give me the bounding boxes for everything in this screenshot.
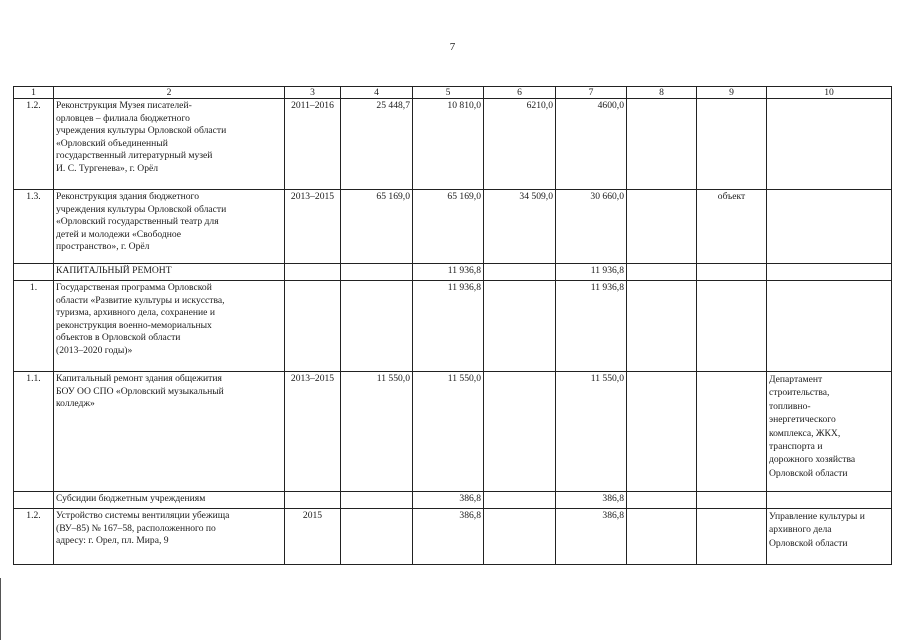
responsible-cell	[767, 190, 892, 264]
responsible-cell-line: Управление культуры и	[769, 511, 865, 522]
name-cell-line: адресу: г. Орел, пл. Мира, 9	[56, 535, 169, 546]
years-cell: 2013–2015	[285, 372, 341, 492]
row-number-cell	[14, 492, 54, 509]
name-cell-line: области «Развитие культуры и искусства,	[56, 294, 225, 306]
responsible-cell	[767, 509, 892, 565]
table-row	[14, 281, 892, 372]
amount-cell-5: 10 810,0	[413, 99, 484, 190]
amount-cell-8	[627, 190, 697, 264]
amount-cell-6	[484, 281, 556, 372]
row-number-cell: 1.2.	[14, 509, 54, 565]
amount-cell-5: 386,8	[413, 492, 484, 509]
row-number-cell: 1.1.	[14, 372, 54, 492]
responsible-cell-line: архивного дела	[769, 524, 832, 536]
amount-cell-4	[341, 264, 413, 281]
name-cell	[54, 99, 285, 190]
unit-cell	[697, 99, 767, 190]
unit-cell	[697, 492, 767, 509]
name-cell-line: учреждения культуры Орловской области	[56, 125, 227, 136]
name-cell-line: «Орловский государственный театр для	[56, 216, 219, 227]
table-row	[14, 190, 892, 264]
years-cell: 2013–2015	[285, 190, 341, 264]
responsible-cell	[767, 281, 892, 372]
name-cell	[54, 281, 285, 372]
column-header: 1	[14, 87, 54, 99]
amount-cell-7: 11 936,8	[556, 281, 627, 372]
amount-cell-8	[627, 99, 697, 190]
unit-cell	[697, 281, 767, 372]
scan-edge-line	[0, 578, 1, 640]
responsible-cell-line: дорожного хозяйства	[769, 454, 856, 466]
name-cell	[54, 492, 285, 509]
amount-cell-6	[484, 264, 556, 281]
amount-cell-4: 65 169,0	[341, 190, 413, 264]
amount-cell-4	[341, 509, 413, 565]
column-header: 8	[627, 87, 697, 99]
amount-cell-8	[627, 281, 697, 372]
years-cell	[285, 492, 341, 509]
name-cell-line: туризма, архивного дела, сохранение и	[56, 307, 215, 318]
name-cell-line: БОУ ОО СПО «Орловский музыкальный	[56, 385, 224, 397]
name-cell-line: Государственая программа Орловской	[56, 282, 212, 293]
amount-cell-6	[484, 492, 556, 509]
amount-cell-8	[627, 509, 697, 565]
responsible-cell	[767, 264, 892, 281]
amount-cell-5: 11 936,8	[413, 264, 484, 281]
row-number-cell: 1.2.	[14, 99, 54, 190]
amount-cell-7: 30 660,0	[556, 190, 627, 264]
name-cell	[54, 509, 285, 565]
amount-cell-4	[341, 281, 413, 372]
name-cell-line: Капитальный ремонт здания общежития	[56, 373, 222, 384]
amount-cell-5: 65 169,0	[413, 190, 484, 264]
amount-cell-4	[341, 492, 413, 509]
years-cell: 2011–2016	[285, 99, 341, 190]
name-cell	[54, 264, 285, 281]
column-header: 9	[697, 87, 767, 99]
unit-cell: объект	[697, 190, 767, 264]
row-number-cell: 1.	[14, 281, 54, 372]
column-header: 2	[54, 87, 285, 99]
amount-cell-7: 4600,0	[556, 99, 627, 190]
name-cell-line: учреждения культуры Орловской области	[56, 203, 227, 215]
column-header: 6	[484, 87, 556, 99]
amount-cell-5: 386,8	[413, 509, 484, 565]
name-cell-line: объектов в Орловской области	[56, 332, 181, 343]
responsible-cell-line: топливно-	[769, 400, 811, 412]
name-cell-line: орловцев – филиала бюджетного	[56, 112, 190, 124]
name-cell-line: «Орловский объединенный	[56, 137, 168, 149]
responsible-cell	[767, 372, 892, 492]
column-header: 4	[341, 87, 413, 99]
name-cell-line: реконструкция военно-мемориальных	[56, 319, 212, 331]
unit-cell	[697, 509, 767, 565]
name-cell-line: колледж»	[56, 398, 95, 409]
amount-cell-6: 6210,0	[484, 99, 556, 190]
name-cell-line: Реконструкция Музея писателей-	[56, 100, 192, 111]
name-cell-line: Устройство системы вентиляции убежища	[56, 510, 230, 521]
table-row	[14, 99, 892, 190]
amount-cell-6	[484, 509, 556, 565]
name-cell-line: детей и молодежи «Свободное	[56, 228, 182, 240]
amount-cell-7: 386,8	[556, 492, 627, 509]
table-row	[14, 264, 892, 281]
responsible-cell-line: Орловской области	[769, 537, 848, 549]
responsible-cell	[767, 492, 892, 509]
unit-cell	[697, 372, 767, 492]
name-cell	[54, 372, 285, 492]
table-row	[14, 509, 892, 565]
name-cell-line: КАПИТАЛЬНЫЙ РЕМОНТ	[56, 265, 172, 276]
amount-cell-5: 11 550,0	[413, 372, 484, 492]
column-number-row	[14, 87, 892, 99]
table-body	[14, 99, 892, 565]
responsible-cell-line: Департамент	[769, 374, 823, 385]
column-header: 5	[413, 87, 484, 99]
row-number-cell	[14, 264, 54, 281]
table-row	[14, 492, 892, 509]
responsible-cell-line: энергетического	[769, 414, 836, 426]
responsible-cell-line: комплекса, ЖКХ,	[769, 427, 841, 439]
responsible-cell-line: Орловской области	[769, 467, 848, 479]
page-number: 7	[449, 41, 456, 53]
years-cell: 2015	[285, 509, 341, 565]
amount-cell-6: 34 509,0	[484, 190, 556, 264]
years-cell	[285, 281, 341, 372]
name-cell-line: И. С. Тургенева», г. Орёл	[56, 162, 159, 174]
row-number-cell: 1.3.	[14, 190, 54, 264]
name-cell-line: Субсидии бюджетным учреждениям	[56, 493, 206, 504]
amount-cell-6	[484, 372, 556, 492]
name-cell-line: (ВУ–85) № 167–58, расположенного по	[56, 522, 216, 534]
column-header: 3	[285, 87, 341, 99]
amount-cell-4: 11 550,0	[341, 372, 413, 492]
amount-cell-8	[627, 372, 697, 492]
amount-cell-7: 11 936,8	[556, 264, 627, 281]
amount-cell-5: 11 936,8	[413, 281, 484, 372]
years-cell	[285, 264, 341, 281]
name-cell-line: (2013–2020 годы)»	[56, 344, 133, 356]
column-header: 10	[767, 87, 892, 99]
amount-cell-8	[627, 492, 697, 509]
responsible-cell-line: строительства,	[769, 387, 830, 399]
name-cell	[54, 190, 285, 264]
name-cell-line: государственный литературный музей	[56, 150, 213, 161]
amount-cell-4: 25 448,7	[341, 99, 413, 190]
amount-cell-7: 386,8	[556, 509, 627, 565]
amount-cell-7: 11 550,0	[556, 372, 627, 492]
amount-cell-8	[627, 264, 697, 281]
table-row	[14, 372, 892, 492]
column-header: 7	[556, 87, 627, 99]
name-cell-line: Реконструкция здания бюджетного	[56, 191, 200, 202]
responsible-cell	[767, 99, 892, 190]
name-cell-line: пространство», г. Орёл	[56, 241, 150, 252]
responsible-cell-line: транспорта и	[769, 441, 823, 453]
program-table	[13, 86, 892, 565]
unit-cell	[697, 264, 767, 281]
